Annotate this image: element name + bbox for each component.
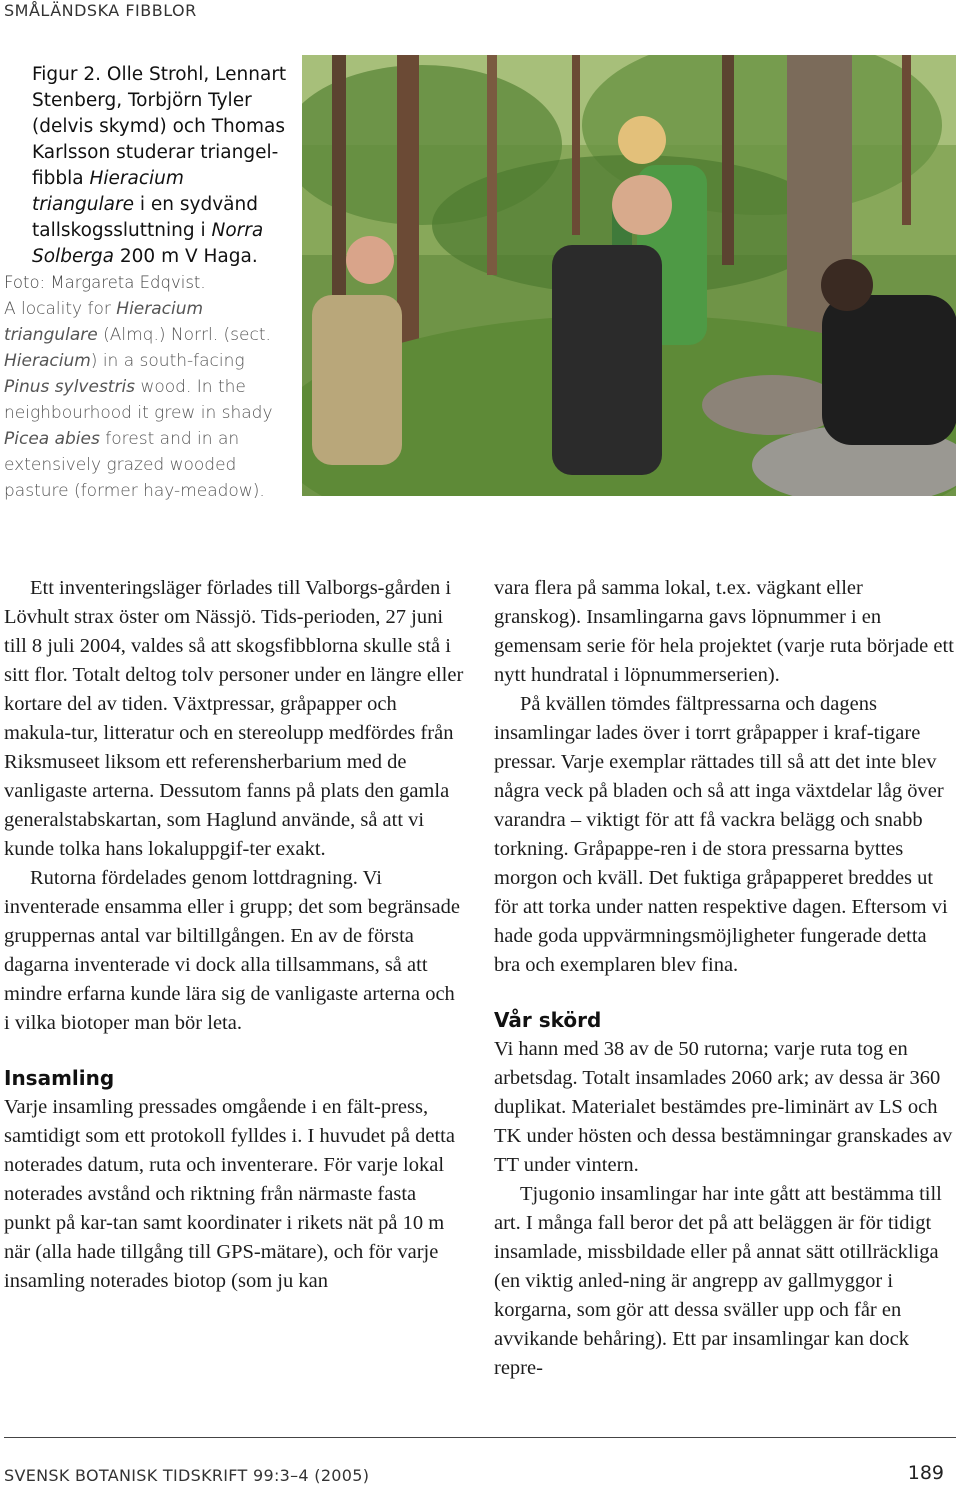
paragraph: På kvällen tömdes fältpressarna och dagens insamlingar lades över i torrt gråpapper i kraf-tigare pressar. Varje exemplar rättades till så att det inte blev några veck på bladen och så att inga växtdelar låg över varandra – viktigt för att få vackra belägg och snabb torkning. Gråpappe-ren i de stora pressarna byttes morgon och kväll. Det fuktiga gråpapperet breddes ut för att torka under natten respektive dagen. Eftersom vi hade goda uppvärmningsmöjligheter fungerade detta bra och exemplaren blev fina.	[494, 693, 948, 976]
caption-english: A locality for Hieracium triangulare (Almq.) Norrl. (sect. Hieracium) in a south-facing Pinus sylvestris wood. In the neighbourhood it grew in shady Picea abies forest and in an extensively grazed wooded pasture (former hay-meadow).	[4, 299, 273, 501]
photo-credit: Foto: Margareta Edqvist.	[4, 273, 206, 292]
section-heading-var-skord: Vår skörd	[494, 1008, 602, 1032]
journal-citation: SVENSK BOTANISK TIDSKRIFT 99:3–4 (2005)	[4, 1466, 370, 1485]
paragraph: vara flera på samma lokal, t.ex. vägkant eller granskog). Insamlingarna gavs löpnummer i en gemensam serie för hela projektet (varje ruta började ett nytt hundratal i löpnummerserien).	[494, 577, 954, 686]
paragraph: Varje insamling pressades omgående i en fält-press, samtidigt som ett protokoll fylldes i. I huvudet på detta noterades datum, ruta och inventerare. För varje lokal noterades avstånd och riktning från närmaste fasta punkt på kar-tan samt koordinater i rikets nät på 10 m när (alla hade tillgång till GPS-mätare), och för varje insamling noterades biotop (som ju kan	[4, 1096, 455, 1292]
caption-swedish: Figur 2. Olle Strohl, Lennart Stenberg, Torbjörn Tyler (delvis skymd) och Thomas Karlsson studerar triangel-fibbla Hieracium triangulare i en sydvänd tallskogssluttning i Norra Solberga 200 m V Haga.	[32, 64, 287, 267]
paragraph: Rutorna fördelades genom lottdragning. Vi inventerade ensamma eller i grupp; det som begränsade gruppernas antal var biltillgången. En av de första dagarna inventerade vi dock alla tillsammans, så att mindre erfarna kunde lära sig de vanligaste arterna och i vilka biotoper man bör leta.	[4, 867, 460, 1034]
paragraph: Tjugonio insamlingar har inte gått att bestämma till art. I många fall beror det på att beläggen är för tidigt insamlade, missbildade eller på annat sätt otillräckliga (en viktig anled-ning är angrepp av gallmyggor i korgarna, som gör att dessa sväller upp och får en avvikande behåring). Ett par insamlingar kan dock repre-	[494, 1183, 942, 1379]
footer-divider	[4, 1437, 956, 1438]
running-head: SMÅLÄNDSKA FIBBLOR	[4, 1, 197, 20]
field-photo-illustration	[302, 55, 956, 496]
page-number: 189	[907, 1462, 944, 1484]
paragraph: Ett inventeringsläger förlades till Valborgs-gården i Lövhult strax öster om Nässjö. Tids-perioden, 27 juni till 8 juli 2004, valdes så att skogsfibblorna skulle stå i sitt flor. Totalt deltog tolv personer under en längre eller kortare del av tiden. Växtpressar, gråpapper och makula-tur, litteratur och en stereolupp medfördes från Riksmuseet liksom ett referensherbarium med de vanligaste arterna. Dessutom fanns på plats den gamla generalstabskartan, som Haglund använde, så att vi kunde tolka hans lokaluppgif-ter exakt.	[4, 577, 464, 860]
species-name: Hieracium triangulare	[32, 168, 184, 215]
paragraph: Vi hann med 38 av de 50 rutorna; varje ruta tog en arbetsdag. Totalt insamlades 2060 ark; av dessa är 360 duplikat. Materialet bestämdes pre-liminärt av LS och TK under hösten och dessa bestämningar granskades av TT under vintern.	[494, 1038, 953, 1176]
figure-caption	[4, 62, 290, 504]
text-column-left	[4, 574, 464, 1296]
field-photo	[302, 55, 956, 496]
place-name: Norra Solberga	[32, 220, 264, 267]
section-heading-insamling: Insamling	[4, 1066, 115, 1090]
text-column-right	[494, 574, 954, 1383]
